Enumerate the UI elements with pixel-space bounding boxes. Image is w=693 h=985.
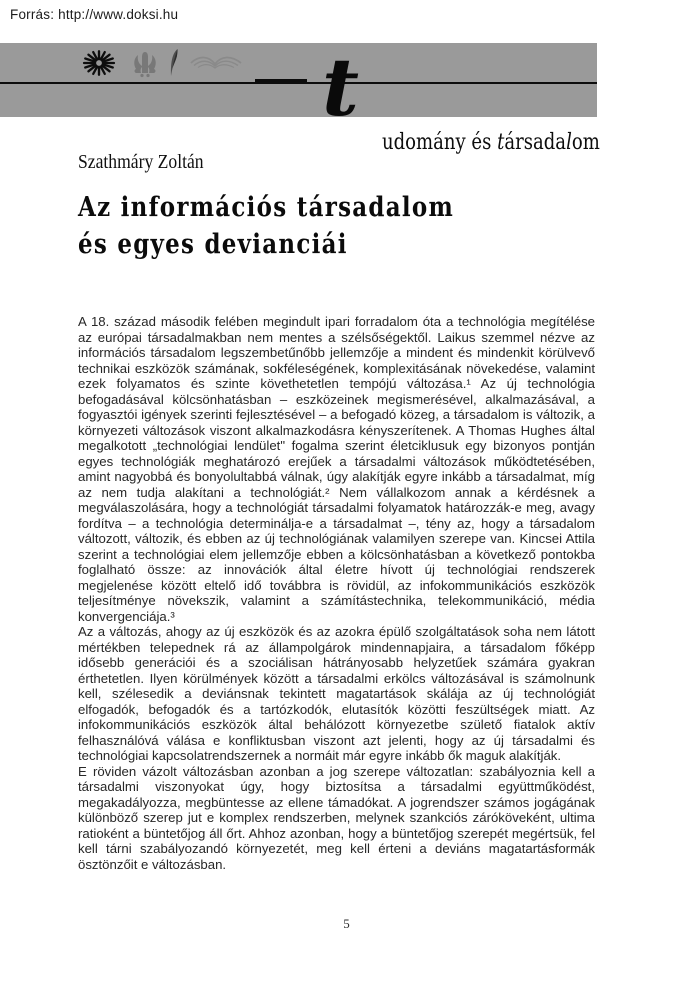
article-author: Szathmáry Zoltán xyxy=(78,151,204,173)
article-title-line1: Az információs társadalom xyxy=(78,192,455,223)
journal-name-seg2: t xyxy=(497,130,505,155)
article-title-line2: és egyes devianciái xyxy=(78,229,348,260)
masthead-band xyxy=(0,40,600,155)
masthead-dash xyxy=(255,79,307,83)
lyre-icon xyxy=(132,48,158,78)
journal-big-initial xyxy=(316,40,406,143)
journal-name-seg4: l xyxy=(566,130,572,155)
source-url-note: Forrás: http://www.doksi.hu xyxy=(10,7,179,22)
journal-name xyxy=(382,130,600,155)
journal-name-seg5: om xyxy=(571,130,600,155)
body-paragraph: Az a változás, ahogy az új eszközök és az azokra épülő szolgáltatások soha nem látott mértékben telepednek rá az állampolgárok mindennapjaira, a társadalom főképp idősebb generációi és a szociálisan hátrányosabb helyzetűek számára gyakran érthetetlen. Ilyen körülmények között a társadalmi erkölcs változásával is számolnunk kell, szélesedik a deviánsnak tekintett magatartások skálája az új technológiát elfogadók, befogadók és a tartózkodók, elutasítók közötti feszültségek miatt. Az infokommunikációs eszközök által behálózott környezetbe születő fiatalok aktív felhasználóvá válása e konfliktusban viszont azt jelenti, hogy az új társadalmi és technológiai kapcsolatrendszernek a normáit már egyre inkább ők maguk alakítják. xyxy=(78,624,595,763)
wings-icon xyxy=(190,54,242,72)
page-number: 5 xyxy=(343,916,350,931)
journal-name-seg3: ársada xyxy=(504,130,567,155)
starburst-icon xyxy=(76,47,122,79)
body-paragraph: A 18. század második felében megindult ipari forradalom óta a technológia megítélése az európai társadalmakban nem mentes a szélsőségektől. Laikus szemmel nézve az információs társadalom legszembetűnőbb jellemzője a mindent és mindenkit körülvevő technikai eszközök számának, sokféleségének, komplexitásának növekedése, valamint ezek folyamatos és szinte követhetetlen tempójú változása.¹ Az új technológia befogadásával kölcsönhatásban – eszközeinek megismerésével, alkalmazásával, a fogyasztói igények szerinti fejlesztésével – a befogadó közeg, a társadalom is változik, a környezeti változások viszont alkalmazkodásra kényszerítenek. A Thomas Hughes által megalkotott „technológiai lendület" fogalma szerint életciklusuk egy bizonyos pontján egyes technológiák meghatározó erejűek a társadalmi változások működtetésében, amint nagyobbá és bonyolultabbá válnak, úgy alakítják egyre inkább a társadalmat, míg az nem tudja alakítani a technológiát.² Nem vállalkozom annak a kérdésnek a megválaszolására, hogy a technológiát társadalmi folyamatok határozzák-e meg, avagy fordítva – a technológia determinálja-e a társadalmat –, tény az, hogy a társadalom változott, változik, és ebben az új technológiának valamilyen szerepe van. Kincsei Attila szerint a technológiai elem jellemzője ebben a kölcsönhatásban a következő pontokba foglalható össze: az innovációk által életre hívott új technológiai rendszerek megjelenése között eltelő idő továbbra is rövidül, az infokommunikációs eszközök teljesítménye növekszik, valamint a számítástechnika, telekommunikáció, média konvergenciája.³ xyxy=(78,314,595,624)
article-title xyxy=(78,189,454,263)
masthead-ornaments xyxy=(76,46,242,80)
journal-name-seg1: udomány és xyxy=(382,130,498,155)
svg-text:t: t xyxy=(322,40,359,134)
quill-icon xyxy=(168,48,180,78)
article-body xyxy=(78,314,595,872)
body-paragraph: E röviden vázolt változásban azonban a jog szerepe változatlan: szabályoznia kell a társadalmi viszonyokat úgy, hogy biztosítsa a társadalmi együttműködést, megakadályozza, megbüntesse az ellene támadókat. A jogrendszer számos jogágának különböző szerep jut e komplex rendszerben, melynek szankciós záróköveként, ultima ratioként a büntetőjog áll őrt. Ahhoz azonban, hogy a büntetőjog szerepét megértsük, fel kell tárni szabályozandó környezetét, meg kell érteni a deviáns magatartásformák ösztönzőit e változásban. xyxy=(78,763,595,872)
